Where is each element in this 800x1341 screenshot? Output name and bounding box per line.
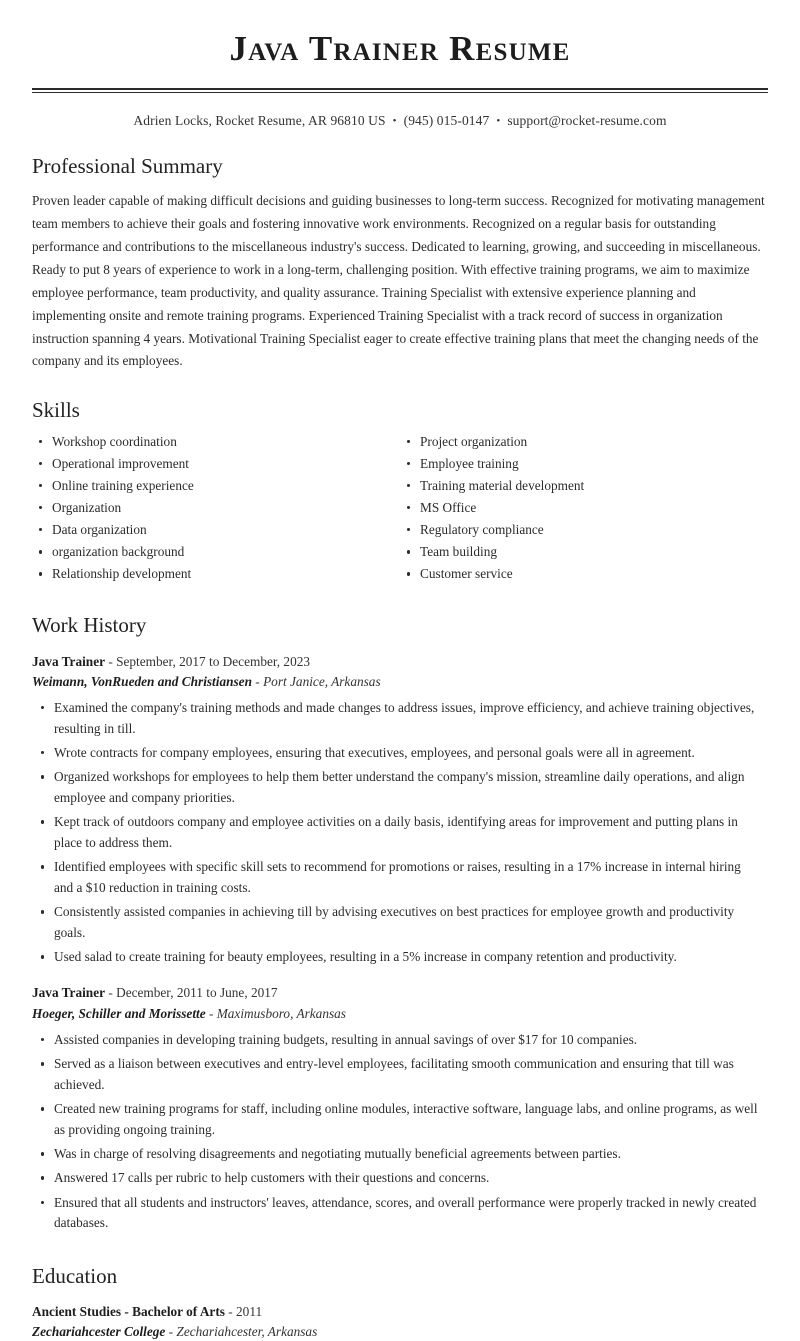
education-school: Zechariahcester College xyxy=(32,1324,166,1339)
section-professional-summary xyxy=(32,154,768,373)
work-entry-header xyxy=(32,652,768,671)
education-entry-header xyxy=(32,1302,768,1321)
section-heading-work-history: Work History xyxy=(32,613,147,638)
skills-columns xyxy=(32,433,768,588)
list-item: MS Office xyxy=(400,499,768,521)
job-location: Maximusboro, Arkansas xyxy=(216,1005,346,1021)
list-item: Regulatory compliance xyxy=(400,521,768,543)
list-item: Was in charge of resolving disagreements and negotiating mutually beneficial agreements between parties. xyxy=(32,1144,768,1168)
list-item: Project organization xyxy=(400,433,768,455)
work-entry xyxy=(32,652,768,972)
job-company: Weimann, VonRueden and Christiansen xyxy=(32,673,252,689)
job-bullet-list xyxy=(32,698,768,971)
section-work-history xyxy=(32,613,768,1237)
job-company: Hoeger, Schiller and Morissette xyxy=(32,1005,206,1021)
work-entry xyxy=(32,983,768,1237)
list-item: Created new training programs for staff, including online modules, interactive software, language labs, and online programs, as well as providing ongoing training. xyxy=(32,1099,768,1144)
section-education xyxy=(32,1264,768,1341)
job-dates: December, 2011 to June, 2017 xyxy=(116,985,278,1001)
contact-address: Adrien Locks, Rocket Resume, AR 96810 US xyxy=(133,113,386,129)
job-separator: - xyxy=(208,1005,214,1021)
education-separator: - xyxy=(228,1303,233,1319)
list-item: Online training experience xyxy=(32,477,400,499)
summary-paragraph: Proven leader capable of making difficult decisions and guiding businesses to long-term success. Recognized for motivating management team members to achieve their goals and fostering innovative work environments. Recognized on a regular basis for outstanding performance and contributions to the miscellaneous industry's success. Dedicated to learning, growing, and succeeding in miscellaneous. Ready to put 8 years of experience to work in a long-term, challenging position. With effective training programs, we aim to maximize employee performance, team productivity, and quality assurance. Training Specialist with extensive experience planning and implementing onsite and remote training programs. Experienced Training Specialist with a track record of success in organization instruction spanning 4 years. Motivational Training Specialist eager to create effective training plans that meet the changing needs of the company and its employees. xyxy=(32,193,765,369)
list-item: Operational improvement xyxy=(32,455,400,477)
skills-list-left xyxy=(32,433,400,588)
list-item: Used salad to create training for beauty employees, resulting in a 5% increase in company retention and productivity. xyxy=(32,947,768,971)
list-item: Assisted companies in developing training budgets, resulting in annual savings of over $17 for 10 companies. xyxy=(32,1030,768,1054)
contact-email[interactable]: support@rocket-resume.com xyxy=(507,113,667,129)
section-heading-skills: Skills xyxy=(32,398,80,423)
list-item: Kept track of outdoors company and employee activities on a daily basis, identifying areas for improvement and putting plans in place to address them. xyxy=(32,812,768,857)
list-item: Team building xyxy=(400,543,768,565)
job-location: Port Janice, Arkansas xyxy=(263,673,381,689)
job-separator: - xyxy=(255,673,260,689)
list-item: Wrote contracts for company employees, ensuring that executives, employees, and personal goals were all in agreement. xyxy=(32,743,768,767)
list-item: Ensured that all students and instructors' leaves, attendance, scores, and overall performance were properly tracked in newly created databases. xyxy=(32,1193,768,1238)
divider-rule-bottom xyxy=(32,92,768,93)
job-separator: - xyxy=(108,653,113,669)
contact-line xyxy=(32,113,768,129)
section-heading-summary: Professional Summary xyxy=(32,154,223,179)
education-year: 2011 xyxy=(236,1303,263,1319)
page-title: Java Trainer Resume xyxy=(229,29,571,68)
job-dates: September, 2017 to December, 2023 xyxy=(116,653,311,669)
list-item: Employee training xyxy=(400,455,768,477)
list-item: Consistently assisted companies in achieving till by advising executives on best practices for employee growth and productivity goals. xyxy=(32,902,768,947)
work-entry-subheader xyxy=(32,672,768,691)
education-entry-subheader xyxy=(32,1322,768,1341)
list-item: Workshop coordination xyxy=(32,433,400,455)
job-title: Java Trainer xyxy=(32,653,106,669)
contact-phone: (945) 015-0147 xyxy=(403,113,490,129)
job-title: Java Trainer xyxy=(32,985,106,1001)
contact-separator-1: • xyxy=(392,115,397,128)
job-bullet-list xyxy=(32,1030,768,1238)
section-heading-education: Education xyxy=(32,1263,118,1288)
section-skills xyxy=(32,398,768,587)
header-divider xyxy=(32,88,768,95)
list-item: Relationship development xyxy=(32,565,400,587)
education-separator: - xyxy=(168,1324,174,1339)
work-entry-subheader xyxy=(32,1004,768,1023)
list-item: Training material development xyxy=(400,477,768,499)
list-item: Organized workshops for employees to help them better understand the company's mission, streamline daily operations, and align employee and company priorities. xyxy=(32,767,768,812)
list-item: Served as a liaison between executives and entry-level employees, facilitating smooth communication and ensuring that till was achieved. xyxy=(32,1054,768,1099)
skills-column-left xyxy=(32,433,400,588)
skills-list-right xyxy=(400,433,768,588)
list-item: Identified employees with specific skill sets to recommend for promotions or raises, resulting in a 17% increase in internal hiring and a $10 reduction in training costs. xyxy=(32,857,768,902)
education-location: Zechariahcester, Arkansas xyxy=(176,1324,318,1339)
list-item: Data organization xyxy=(32,521,400,543)
list-item: Examined the company's training methods and made changes to address issues, improve efficiency, and achieve training objectives, resulting in till. xyxy=(32,698,768,743)
contact-separator-2: • xyxy=(496,115,501,128)
job-separator: - xyxy=(108,985,113,1001)
skills-column-right xyxy=(400,433,768,588)
work-entry-header xyxy=(32,983,768,1002)
education-degree: Ancient Studies - Bachelor of Arts xyxy=(32,1303,225,1319)
list-item: Customer service xyxy=(400,565,768,587)
list-item: Organization xyxy=(32,499,400,521)
list-item: Answered 17 calls per rubric to help customers with their questions and concerns. xyxy=(32,1168,768,1192)
education-entry xyxy=(32,1302,768,1341)
list-item: organization background xyxy=(32,543,400,565)
